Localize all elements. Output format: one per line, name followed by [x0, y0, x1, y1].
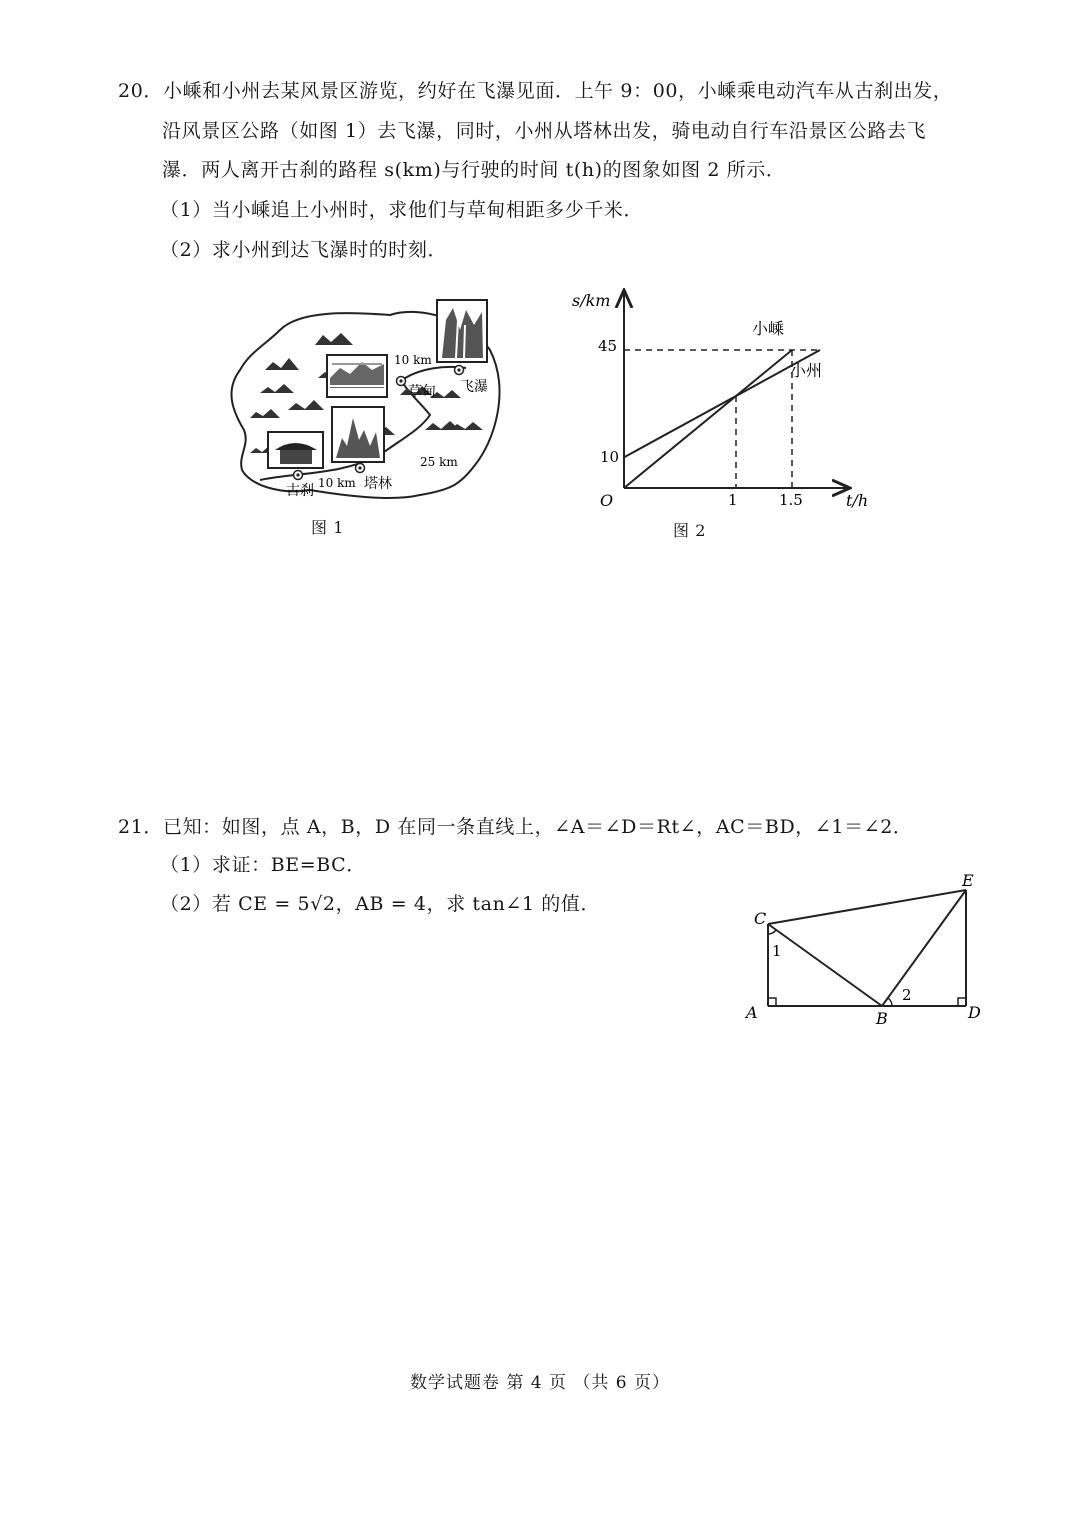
figure21-geometry	[738, 862, 1000, 1034]
place-feipu: 飞瀑	[460, 379, 488, 395]
point-E: E	[962, 871, 974, 890]
figure2-graph	[560, 282, 890, 522]
place-talin: 塔林	[364, 476, 392, 492]
y-tick-45: 45	[598, 337, 618, 355]
series-line-xiaosheng	[624, 350, 792, 488]
pagoda-forest-picture	[332, 407, 384, 462]
place-caodian: 草甸	[408, 384, 436, 400]
figure2-caption: 图 2	[673, 521, 707, 540]
angle-arc-2	[888, 998, 892, 1006]
point-D: D	[968, 1003, 981, 1022]
angle-label-2: 2	[902, 986, 912, 1004]
series-label-xiaosheng: 小嵊	[752, 319, 785, 338]
y-axis-label: s/km	[572, 291, 611, 310]
x-tick-1: 1	[728, 491, 738, 509]
place-guchao: 古刹	[286, 483, 314, 499]
point-C: C	[754, 909, 767, 928]
dist-caodian-feipu: 10 km	[394, 353, 432, 367]
y-tick-10: 10	[600, 448, 620, 466]
temple-picture	[268, 432, 323, 468]
x-axis-label: t/h	[846, 491, 869, 510]
point-A: A	[746, 1003, 758, 1022]
series-label-xiaozhou: 小州	[790, 361, 823, 380]
angle-arc-1	[768, 930, 776, 934]
q20-part-2: （2）求小州到达飞瀑时的时刻．	[160, 239, 448, 261]
point-B: B	[876, 1009, 888, 1028]
origin-label: O	[600, 491, 614, 510]
right-angle-A	[768, 998, 776, 1006]
waterfall-picture	[437, 300, 487, 362]
q20-part-1: （1）当小嵊追上小州时，求他们与草甸相距多少千米．	[160, 199, 644, 221]
angle-label-1: 1	[772, 942, 782, 960]
dist-talin-caodian: 25 km	[420, 455, 458, 469]
segment-CE	[768, 890, 966, 924]
q21-part-2: （2）若 CE = 5√2，AB = 4，求 tan∠1 的值．	[160, 893, 601, 915]
segment-BE	[882, 890, 966, 1006]
page-footer: 数学试题卷 第 4 页 （共 6 页）	[409, 1373, 671, 1393]
x-tick-1-5: 1.5	[779, 491, 803, 509]
figure1-caption: 图 1	[311, 518, 345, 537]
figure1-map	[220, 290, 510, 540]
q20-line-1: 20．小嵊和小州去某风景区游览，约好在飞瀑见面．上午 9：00，小嵊乘电动汽车从古刹出发，	[118, 80, 953, 102]
q21-line-1: 21．已知：如图，点 A，B，D 在同一条直线上，∠A＝∠D＝Rt∠，AC＝BD，∠1＝∠2．	[118, 816, 913, 838]
q20-line-3: 瀑．两人离开古刹的路程 s(km)与行驶的时间 t(h)的图象如图 2 所示．	[162, 159, 786, 181]
right-angle-D	[958, 998, 966, 1006]
q20-line-2: 沿风景区公路（如图 1）去飞瀑，同时，小州从塔林出发，骑电动自行车沿景区公路去飞	[162, 120, 927, 142]
q21-part-1: （1）求证：BE=BC．	[160, 854, 366, 876]
segment-CB	[768, 924, 882, 1006]
meadow-picture	[327, 355, 387, 397]
dist-guchao-talin: 10 km	[318, 476, 356, 490]
